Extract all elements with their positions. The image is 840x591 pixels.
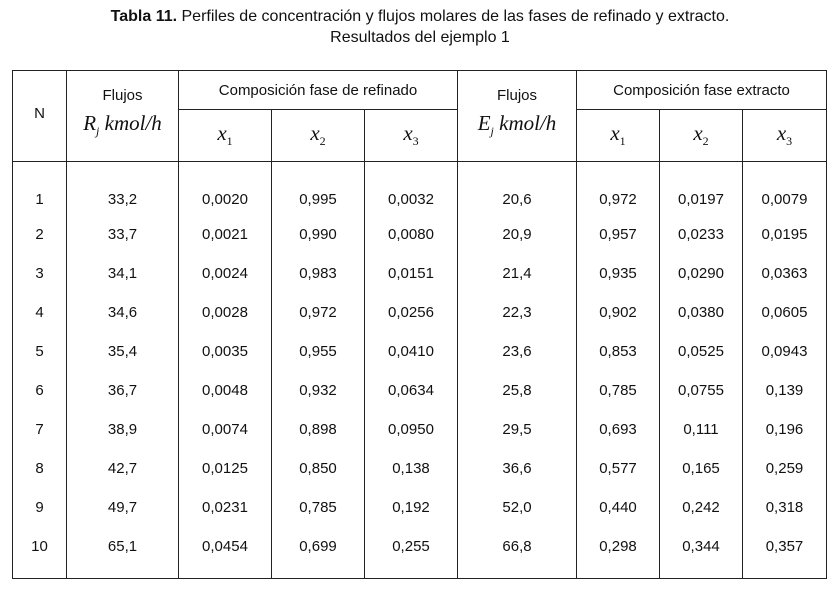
cell-flux-r: 38,9 — [67, 410, 179, 449]
cell-ext-x1: 0,577 — [577, 449, 660, 488]
table-row — [13, 162, 827, 216]
cell-raff-x3: 0,0256 — [365, 293, 458, 332]
header-extract-x3: $x_3$ — [743, 110, 827, 162]
table-row — [13, 449, 827, 488]
cell-flux-r: 34,6 — [67, 293, 179, 332]
cell-flux-e: 36,6 — [458, 449, 577, 488]
cell-flux-e: 22,3 — [458, 293, 577, 332]
cell-n: 8 — [13, 449, 67, 488]
cell-ext-x3: 0,0605 — [743, 293, 827, 332]
header-flux-raffinate — [67, 71, 179, 162]
cell-raff-x2: 0,995 — [272, 162, 365, 216]
cell-ext-x1: 0,902 — [577, 293, 660, 332]
cell-raff-x2: 0,898 — [272, 410, 365, 449]
cell-ext-x1: 0,972 — [577, 162, 660, 216]
cell-raff-x1: 0,0024 — [179, 254, 272, 293]
cell-ext-x3: 0,0943 — [743, 332, 827, 371]
cell-ext-x1: 0,935 — [577, 254, 660, 293]
cell-ext-x3: 0,0363 — [743, 254, 827, 293]
cell-flux-e: 20,9 — [458, 215, 577, 254]
table-row — [13, 410, 827, 449]
cell-ext-x3: 0,357 — [743, 527, 827, 579]
caption-label: Tabla 11. — [110, 8, 178, 25]
header-flux-extract-label: Flujos — [496, 87, 537, 104]
cell-raff-x2: 0,955 — [272, 332, 365, 371]
cell-n: 7 — [13, 410, 67, 449]
cell-ext-x2: 0,165 — [660, 449, 743, 488]
cell-raff-x3: 0,0080 — [365, 215, 458, 254]
table-row — [13, 254, 827, 293]
cell-ext-x1: 0,298 — [577, 527, 660, 579]
header-flux-raffinate-label: Flujos — [102, 87, 143, 104]
cell-flux-e: 20,6 — [458, 162, 577, 216]
cell-raff-x3: 0,138 — [365, 449, 458, 488]
header-flux-raffinate-unit: $R_j$ kmol/h — [83, 111, 162, 139]
header-raffinate-composition: Composición fase de refinado — [179, 71, 458, 110]
cell-raff-x3: 0,255 — [365, 527, 458, 579]
cell-raff-x1: 0,0074 — [179, 410, 272, 449]
caption-text: Perfiles de concentración y flujos molares de las fases de refinado y extracto. — [177, 8, 730, 25]
cell-n: 10 — [13, 527, 67, 579]
cell-n: 1 — [13, 162, 67, 216]
header-n: N — [13, 71, 67, 162]
cell-raff-x1: 0,0035 — [179, 332, 272, 371]
cell-flux-e: 25,8 — [458, 371, 577, 410]
cell-ext-x3: 0,0079 — [743, 162, 827, 216]
cell-n: 4 — [13, 293, 67, 332]
table-row — [13, 527, 827, 579]
cell-raff-x3: 0,192 — [365, 488, 458, 527]
cell-ext-x2: 0,0233 — [660, 215, 743, 254]
cell-ext-x2: 0,0197 — [660, 162, 743, 216]
cell-ext-x3: 0,0195 — [743, 215, 827, 254]
cell-n: 5 — [13, 332, 67, 371]
cell-raff-x3: 0,0950 — [365, 410, 458, 449]
cell-flux-e: 23,6 — [458, 332, 577, 371]
cell-ext-x1: 0,957 — [577, 215, 660, 254]
table-row — [13, 371, 827, 410]
cell-flux-r: 34,1 — [67, 254, 179, 293]
cell-raff-x1: 0,0021 — [179, 215, 272, 254]
header-extract-x1: $x_1$ — [577, 110, 660, 162]
results-table — [12, 70, 827, 579]
cell-raff-x2: 0,932 — [272, 371, 365, 410]
cell-flux-r: 36,7 — [67, 371, 179, 410]
cell-raff-x1: 0,0454 — [179, 527, 272, 579]
caption-line-1 — [0, 6, 840, 27]
table-caption — [0, 6, 840, 48]
cell-ext-x3: 0,318 — [743, 488, 827, 527]
cell-flux-e: 52,0 — [458, 488, 577, 527]
cell-raff-x3: 0,0151 — [365, 254, 458, 293]
cell-raff-x3: 0,0410 — [365, 332, 458, 371]
cell-raff-x2: 0,990 — [272, 215, 365, 254]
header-extract-composition: Composición fase extracto — [577, 71, 827, 110]
table-row — [13, 488, 827, 527]
cell-ext-x1: 0,785 — [577, 371, 660, 410]
cell-flux-r: 65,1 — [67, 527, 179, 579]
cell-n: 9 — [13, 488, 67, 527]
cell-ext-x2: 0,0525 — [660, 332, 743, 371]
cell-ext-x2: 0,0755 — [660, 371, 743, 410]
cell-flux-e: 21,4 — [458, 254, 577, 293]
cell-raff-x1: 0,0125 — [179, 449, 272, 488]
cell-raff-x1: 0,0231 — [179, 488, 272, 527]
cell-raff-x1: 0,0020 — [179, 162, 272, 216]
cell-raff-x2: 0,785 — [272, 488, 365, 527]
cell-raff-x1: 0,0028 — [179, 293, 272, 332]
cell-ext-x2: 0,344 — [660, 527, 743, 579]
header-flux-extract-unit: $E_j$ kmol/h — [477, 111, 557, 139]
caption-line-2: Resultados del ejemplo 1 — [330, 29, 510, 46]
cell-flux-r: 49,7 — [67, 488, 179, 527]
header-raffinate-x3: $x_3$ — [365, 110, 458, 162]
header-raffinate-x2: $x_2$ — [272, 110, 365, 162]
cell-ext-x2: 0,111 — [660, 410, 743, 449]
cell-raff-x2: 0,983 — [272, 254, 365, 293]
cell-ext-x1: 0,853 — [577, 332, 660, 371]
table-row — [13, 215, 827, 254]
cell-flux-r: 33,7 — [67, 215, 179, 254]
cell-raff-x2: 0,850 — [272, 449, 365, 488]
cell-flux-r: 33,2 — [67, 162, 179, 216]
header-flux-extract — [458, 71, 577, 162]
cell-ext-x2: 0,0290 — [660, 254, 743, 293]
table-row — [13, 332, 827, 371]
cell-ext-x3: 0,259 — [743, 449, 827, 488]
cell-ext-x3: 0,196 — [743, 410, 827, 449]
table-body — [13, 162, 827, 579]
cell-ext-x1: 0,440 — [577, 488, 660, 527]
cell-ext-x2: 0,0380 — [660, 293, 743, 332]
cell-raff-x2: 0,699 — [272, 527, 365, 579]
cell-raff-x3: 0,0032 — [365, 162, 458, 216]
cell-ext-x1: 0,693 — [577, 410, 660, 449]
table-row — [13, 293, 827, 332]
cell-n: 3 — [13, 254, 67, 293]
cell-flux-e: 66,8 — [458, 527, 577, 579]
cell-raff-x2: 0,972 — [272, 293, 365, 332]
cell-raff-x1: 0,0048 — [179, 371, 272, 410]
cell-ext-x2: 0,242 — [660, 488, 743, 527]
cell-n: 6 — [13, 371, 67, 410]
cell-raff-x3: 0,0634 — [365, 371, 458, 410]
cell-ext-x3: 0,139 — [743, 371, 827, 410]
cell-flux-r: 35,4 — [67, 332, 179, 371]
cell-n: 2 — [13, 215, 67, 254]
header-extract-x2: $x_2$ — [660, 110, 743, 162]
header-raffinate-x1: $x_1$ — [179, 110, 272, 162]
cell-flux-e: 29,5 — [458, 410, 577, 449]
cell-flux-r: 42,7 — [67, 449, 179, 488]
